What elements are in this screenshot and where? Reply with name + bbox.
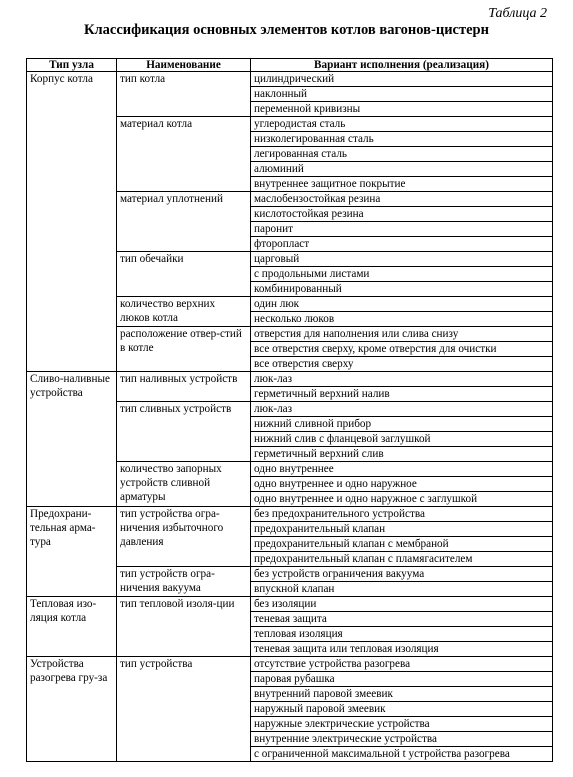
classification-table	[26, 58, 553, 762]
variant-cell: цилиндрический	[251, 72, 553, 87]
table-title: Классификация основных элементов котлов вагонов-цистерн	[84, 22, 489, 38]
variant-cell: нижний сливной прибор	[251, 417, 553, 432]
variant-cell: одно внутреннее и одно наружное	[251, 477, 553, 492]
variant-cell: наклонный	[251, 87, 553, 102]
header-type: Тип узла	[27, 59, 117, 72]
table-row	[27, 72, 553, 87]
variant-cell: переменной кривизны	[251, 102, 553, 117]
element-name-cell: количество запорных устройств сливной арматуры	[117, 462, 251, 507]
variant-cell: люк-лаз	[251, 372, 553, 387]
variant-cell: одно внутреннее и одно наружное с заглушкой	[251, 492, 553, 507]
node-type-cell: Тепловая изо-ляция котла	[27, 597, 117, 657]
header-row	[27, 59, 553, 72]
table-number: Таблица 2	[488, 6, 547, 21]
variant-cell: отсутствие устройства разогрева	[251, 657, 553, 672]
variant-cell: предохранительный клапан с мембраной	[251, 537, 553, 552]
node-type-cell: Устройства разогрева гру-за	[27, 657, 117, 762]
variant-cell: герметичный верхний слив	[251, 447, 553, 462]
table-row	[27, 597, 553, 612]
variant-cell: предохранительный клапан	[251, 522, 553, 537]
element-name-cell: тип котла	[117, 72, 251, 117]
variant-cell: одно внутреннее	[251, 462, 553, 477]
element-name-cell: тип наливных устройств	[117, 372, 251, 402]
variant-cell: без устройств ограничения вакуума	[251, 567, 553, 582]
variant-cell: фторопласт	[251, 237, 553, 252]
variant-cell: паровая рубашка	[251, 672, 553, 687]
variant-cell: наружный паровой змеевик	[251, 702, 553, 717]
header-variant: Вариант исполнения (реализация)	[251, 59, 553, 72]
variant-cell: впускной клапан	[251, 582, 553, 597]
variant-cell: теневая защита	[251, 612, 553, 627]
variant-cell: внутреннее защитное покрытие	[251, 177, 553, 192]
variant-cell: низколегированная сталь	[251, 132, 553, 147]
variant-cell: герметичный верхний налив	[251, 387, 553, 402]
variant-cell: углеродистая сталь	[251, 117, 553, 132]
variant-cell: теневая защита или тепловая изоляция	[251, 642, 553, 657]
table-body	[27, 72, 553, 762]
variant-cell: один люк	[251, 297, 553, 312]
variant-cell: маслобензостойкая резина	[251, 192, 553, 207]
element-name-cell: тип устройств огра-ничения вакуума	[117, 567, 251, 597]
variant-cell: комбинированный	[251, 282, 553, 297]
variant-cell: все отверстия сверху, кроме отверстия для очистки	[251, 342, 553, 357]
table-row	[27, 372, 553, 387]
variant-cell: без изоляции	[251, 597, 553, 612]
table-row	[27, 657, 553, 672]
variant-cell: внутренний паровой змеевик	[251, 687, 553, 702]
variant-cell: нижний слив с фланцевой заглушкой	[251, 432, 553, 447]
variant-cell: с ограниченной максимальной t устройства разогрева	[251, 747, 553, 762]
variant-cell: паронит	[251, 222, 553, 237]
element-name-cell: тип обечайки	[117, 252, 251, 297]
element-name-cell: расположение отвер-стий в котле	[117, 327, 251, 372]
node-type-cell: Сливо-наливные устройства	[27, 372, 117, 507]
variant-cell: люк-лаз	[251, 402, 553, 417]
node-type-cell: Предохрани-тельная арма-тура	[27, 507, 117, 597]
variant-cell: внутренние электрические устройства	[251, 732, 553, 747]
element-name-cell: материал уплотнений	[117, 192, 251, 252]
header-name: Наименование	[117, 59, 251, 72]
variant-cell: все отверстия сверху	[251, 357, 553, 372]
element-name-cell: тип тепловой изоля-ции	[117, 597, 251, 657]
variant-cell: без предохранительного устройства	[251, 507, 553, 522]
element-name-cell: тип устройства	[117, 657, 251, 762]
variant-cell: алюминий	[251, 162, 553, 177]
element-name-cell: тип устройства огра-ничения избыточного давления	[117, 507, 251, 567]
variant-cell: кислотостойкая резина	[251, 207, 553, 222]
variant-cell: тепловая изоляция	[251, 627, 553, 642]
table-row	[27, 507, 553, 522]
variant-cell: отверстия для наполнения или слива снизу	[251, 327, 553, 342]
variant-cell: несколько люков	[251, 312, 553, 327]
element-name-cell: тип сливных устройств	[117, 402, 251, 462]
variant-cell: предохранительный клапан с пламягасителем	[251, 552, 553, 567]
element-name-cell: материал котла	[117, 117, 251, 192]
node-type-cell: Корпус котла	[27, 72, 117, 372]
variant-cell: легированная сталь	[251, 147, 553, 162]
variant-cell: с продольными листами	[251, 267, 553, 282]
variant-cell: царговый	[251, 252, 553, 267]
variant-cell: наружные электрические устройства	[251, 717, 553, 732]
element-name-cell: количество верхних люков котла	[117, 297, 251, 327]
